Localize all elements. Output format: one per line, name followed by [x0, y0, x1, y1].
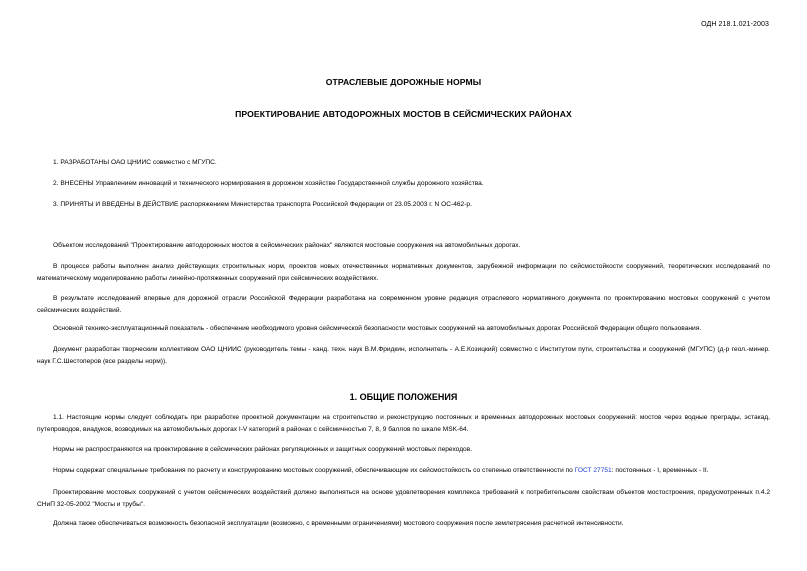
section1-paragraph-design: Проектирование мостовых сооружений с учетом сейсмических воздействий должно выполняться на основе удовлетворения комплекса требований к потребительским свойствам объектов мостостроения, предусмотренных п.4.2 СНиП 32-05-2002 "Мосты и трубы". [37, 489, 770, 508]
body-paragraph-object: Объектом исследований "Проектирование автодорожных мостов в сейсмических районах" являются мостовые сооружения на автомобильных дорогах. [53, 242, 521, 249]
document-category-title: ОТРАСЛЕВЫЕ ДОРОЖНЫЕ НОРМЫ [325, 77, 482, 87]
intro-item-submitted-text: 2. ВНЕСЕНЫ Управлением инноваций и технического нормирования в дорожном хозяйстве Государственной службы дорожного хозяйства. [53, 180, 484, 187]
section-heading-general: 1. ОБЩИЕ ПОЛОЖЕНИЯ [349, 392, 458, 402]
document-main-title: ПРОЕКТИРОВАНИЕ АВТОДОРОЖНЫХ МОСТОВ В СЕЙСМИЧЕСКИХ РАЙОНАХ [235, 109, 572, 119]
section1-paragraph-exclusion: Нормы не распространяются на проектирование в сейсмических районах регуляционных и защитных сооружений мостовых переходов. [53, 446, 473, 453]
body-paragraph-indicator: Основной технико-эксплуатационный показатель - обеспечение необходимого уровня сейсмической безопасности мостовых сооружений на автомобильных дорогах Российской Федерации общего пользования. [53, 325, 702, 332]
intro-item-adopted-text: 3. ПРИНЯТЫ И ВВЕДЕНЫ В ДЕЙСТВИЕ распоряжением Министерства транспорта Российской Федерации от 23.05.2003 г. N ОС-462-р. [53, 201, 472, 208]
section1-paragraph-scope: 1.1. Настоящие нормы следует соблюдать при разработке проектной документации на строительство и реконструкцию постоянных и временных автодорожных мостовых сооружений: мостов через водные преграды, эстакад, путепроводов, виадуков, возводимых на автомобильных дорогах I-V категорий в районах с сейсмичностью 7, 8, 9 баллов по шкале MSK-64. [37, 414, 770, 433]
requirements-text-after: : постоянных - I, временных - II. [611, 467, 709, 474]
body-paragraph-authors: Документ разработан творческим коллективом ОАО ЦНИИС (руководитель темы - канд. техн. наук В.М.Фридкин, исполнитель - А.Е.Козицкий) совместно с Институтом пути, строительства и сооружений (МГУПС) (д-р геол.-минер. наук Г.С.Шестоперов (все разделы норм)). [37, 346, 770, 365]
intro-item-adopted [53, 199, 770, 211]
intro-item-developed-text: 1. РАЗРАБОТАНЫ ОАО ЦНИИС совместно с МГУПС. [53, 159, 217, 166]
body-paragraph-analysis: В процессе работы выполнен анализ действующих строительных норм, проектов новых отечественных нормативных документов, зарубежной информации по сейсмостойкости сооружений, теоретических исследований по математическому моделированию работы линейно-протяженных сооружений при сейсмических воздействиях. [37, 263, 770, 282]
section1-paragraph-requirements [53, 465, 770, 477]
requirements-text-before: Нормы содержат специальные требования по расчету и конструированию мостовых сооружений, обеспечивающие их сейсмостойкость со степенью ответственности по [53, 467, 575, 474]
body-paragraph-result: В результате исследований впервые для дорожной отрасли Российской Федерации разработана на современном уровне редакция отраслевого нормативного документа по проектированию мостовых сооружений с учетом сейсмических воздействий. [37, 295, 770, 314]
intro-item-submitted [53, 178, 770, 190]
document-code: ОДН 218.1.021-2003 [701, 21, 769, 28]
gost-27751-link[interactable]: ГОСТ 27751 [574, 467, 612, 474]
intro-item-developed [53, 157, 770, 169]
section1-paragraph-operation: Должна также обеспечиваться возможность безопасной эксплуатации (возможно, с временными ограничениями) мостового сооружения после землетрясения расчетной интенсивности. [53, 520, 624, 527]
